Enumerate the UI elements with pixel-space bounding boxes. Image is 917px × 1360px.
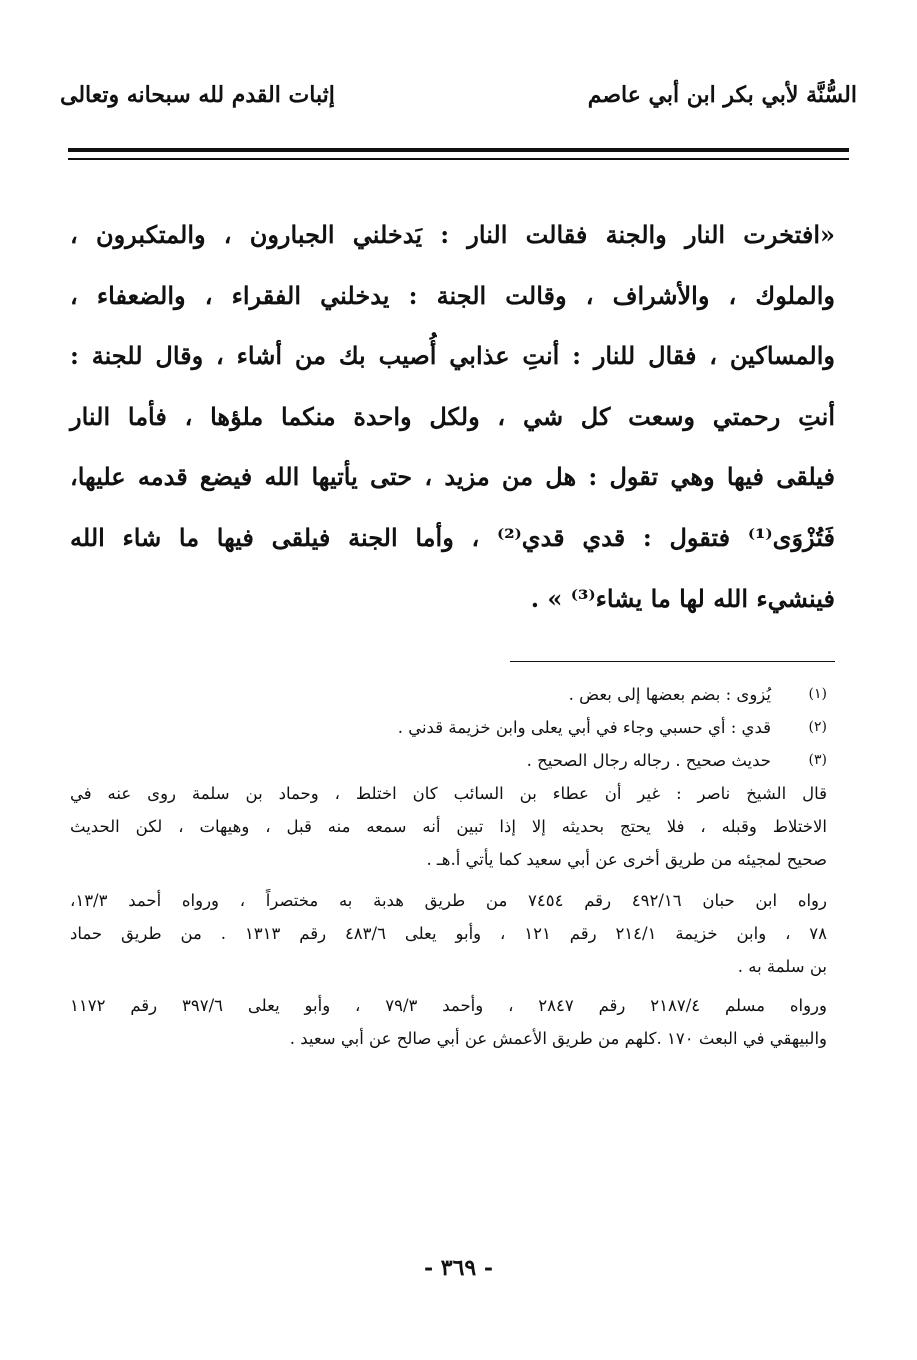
- footnote-number: (٢): [808, 719, 827, 735]
- commentary-line: صحيح لمجيئه من طريق أخرى عن أبي سعيد كما يأتي أ.هـ .: [426, 850, 827, 869]
- footnote-number: (١): [808, 686, 827, 702]
- header-rule-thick: [68, 148, 849, 152]
- footnote: [70, 744, 827, 777]
- hadith-line: فَتُزْوَى⁽¹⁾ فتقول : قدي قدي⁽²⁾ ، وأما الجنة فيلقى فيها ما شاء الله: [70, 522, 836, 552]
- footnote-number: (٣): [808, 752, 827, 768]
- hadith-line: فيلقى فيها وهي تقول : هل من مزيد ، حتى يأتيها الله فيضع قدمه عليها،: [70, 462, 835, 492]
- hadith-line: «افتخرت النار والجنة فقالت النار : يَدخلني الجبارون ، والمتكبرون ،: [70, 220, 835, 249]
- footnote-separator: [510, 661, 835, 662]
- footnotes: [70, 678, 827, 1055]
- commentary-line: قال الشيخ ناصر : غير أن عطاء بن السائب كان اختلط ، وحماد بن سلمة روى عنه في: [70, 784, 827, 803]
- hadith-line: فينشيء الله لها ما يشاء⁽³⁾ » .: [530, 583, 835, 613]
- reference-line: رواه ابن حبان ٤٩٢/١٦ رقم ٧٤٥٤ من طريق هدبة به مختصراً ، ورواه أحمد ١٣/٣،: [70, 891, 827, 910]
- page-number: - ٣٦٩ -: [423, 1255, 494, 1281]
- page-header: [60, 70, 857, 120]
- hadith-text: [70, 205, 835, 629]
- reference-line: ٧٨ ، وابن خزيمة ٢١٤/١ رقم ١٢١ ، وأبو يعلى ٤٨٣/٦ رقم ١٣١٣ . من طريق حماد: [70, 924, 828, 943]
- footnote-commentary: [70, 777, 827, 876]
- hadith-line: والمساكين ، فقال للنار : أنتِ عذابي أُصيب بك من أشاء ، وقال للجنة :: [70, 341, 835, 371]
- footnote-text: قدي : أي حسبي وجاء في أبي يعلى وابن خزيمة قدني .: [397, 718, 771, 737]
- reference-line: والبيهقي في البعث ١٧٠ .كلهم من طريق الأعمش عن أبي صالح عن أبي سعيد .: [289, 1029, 827, 1048]
- reference-line: ورواه مسلم ٢١٨٧/٤ رقم ٢٨٤٧ ، وأحمد ٧٩/٣ ، وأبو يعلى ٣٩٧/٦ رقم ١١٧٢: [70, 996, 827, 1015]
- commentary-line: الاختلاط وقبله ، فلا يحتج بحديثه إلا إذا تبين أنه سمعه منه قبل ، وهيهات ، لكن الحديث: [70, 817, 827, 836]
- book-title: السُّنَّة لأبي بكر ابن أبي عاصم: [587, 82, 857, 108]
- footnote-text: يُزوى : بضم بعضها إلى بعض .: [568, 685, 771, 704]
- footnote-references: [70, 989, 827, 1055]
- footnote-references: [70, 884, 827, 983]
- chapter-title: إثبات القدم لله سبحانه وتعالى: [60, 82, 335, 108]
- header-rule-thin: [68, 158, 849, 160]
- footnote: [70, 678, 827, 711]
- hadith-line: والملوك ، والأشراف ، وقالت الجنة : يدخلني الفقراء ، والضعفاء ،: [70, 280, 835, 310]
- reference-line: بن سلمة به .: [737, 957, 827, 976]
- footnote: [70, 711, 827, 744]
- footnote-text: حديث صحيح . رجاله رجال الصحيح .: [526, 751, 771, 770]
- hadith-line: أنتِ رحمتي وسعت كل شي ، ولكل واحدة منكما ملؤها ، فأما النار: [70, 401, 835, 431]
